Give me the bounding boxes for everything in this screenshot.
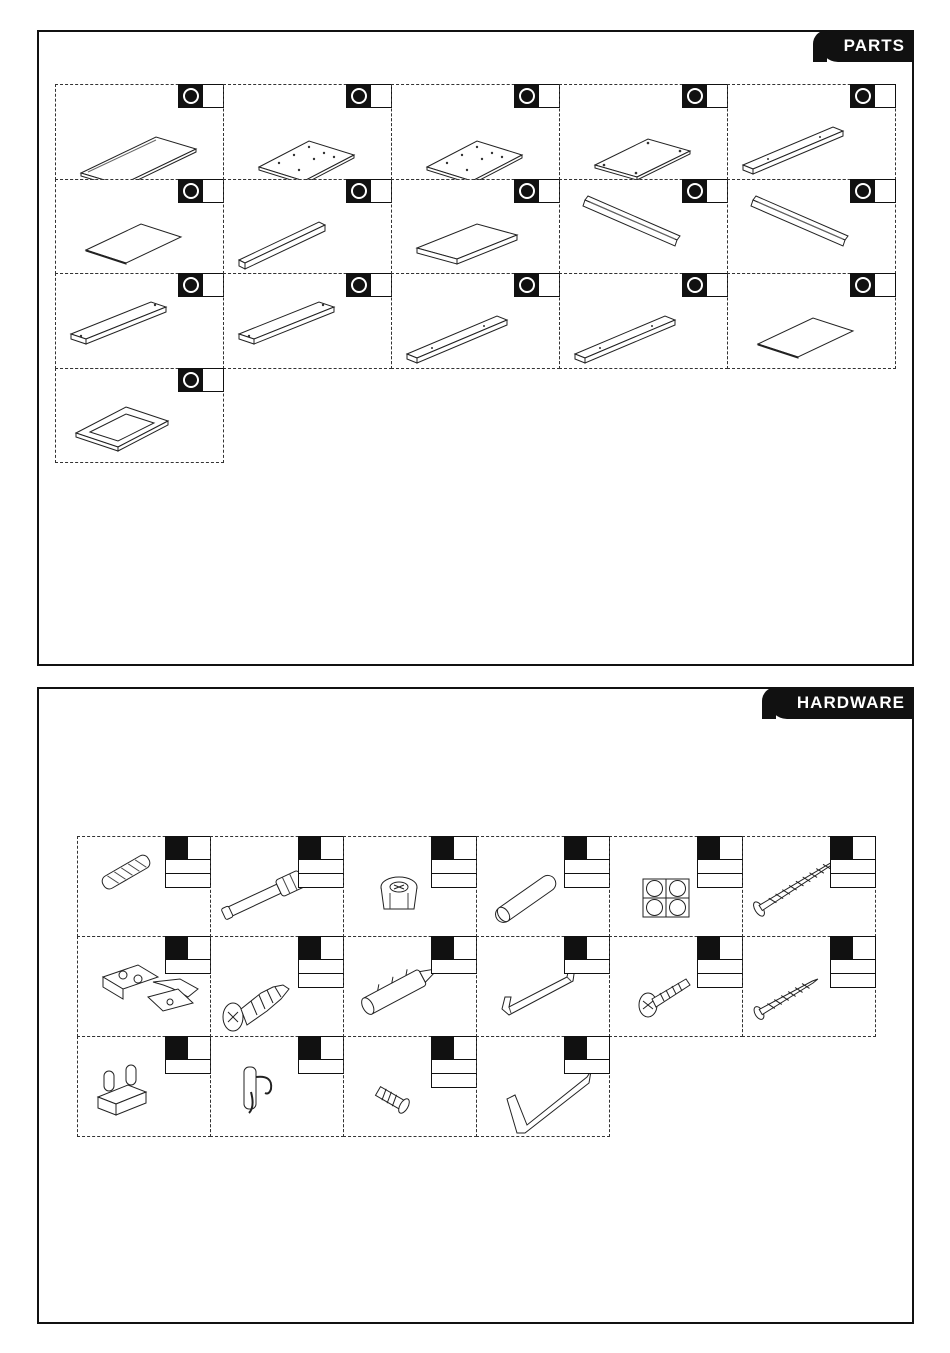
hardware-letter-marker — [432, 837, 454, 859]
part-number-marker — [851, 274, 875, 296]
hardware-quantity-box — [565, 859, 609, 873]
hardware-id-badge — [830, 936, 876, 988]
part-quantity-box — [707, 274, 727, 296]
part-cell — [391, 84, 560, 180]
hardware-id-badge — [431, 836, 477, 888]
part-cell — [559, 273, 728, 369]
hardware-size-box — [299, 873, 343, 887]
part-quantity-box — [371, 180, 391, 202]
part-number-marker — [347, 85, 371, 107]
hardware-cell — [343, 1036, 477, 1137]
hardware-size-box — [166, 873, 210, 887]
hardware-cell — [476, 836, 610, 937]
part-number-marker — [179, 85, 203, 107]
part-quantity-box — [203, 274, 223, 296]
part-cell — [391, 273, 560, 369]
hardware-size-box — [432, 873, 476, 887]
part-number-marker — [179, 369, 203, 391]
part-cell — [55, 273, 224, 369]
hardware-id-badge — [830, 836, 876, 888]
part-number-marker — [515, 85, 539, 107]
part-cell — [559, 179, 728, 275]
parts-title: PARTS — [843, 36, 905, 55]
hardware-quantity-box — [831, 859, 875, 873]
hardware-letter-marker — [432, 937, 454, 959]
hardware-quantity-box — [698, 959, 742, 973]
hardware-quantity-box — [166, 859, 210, 873]
part-id-badge — [346, 179, 392, 203]
part-quantity-box — [707, 180, 727, 202]
part-cell — [55, 179, 224, 275]
part-cell — [727, 273, 896, 369]
part-id-badge — [346, 273, 392, 297]
part-id-badge — [178, 84, 224, 108]
hardware-cell — [77, 836, 211, 937]
hardware-cell — [609, 836, 743, 937]
part-id-badge — [178, 368, 224, 392]
parts-title-tab — [820, 30, 914, 62]
part-cell — [223, 179, 392, 275]
part-quantity-box — [371, 85, 391, 107]
part-number-marker — [515, 180, 539, 202]
hardware-letter-marker — [166, 1037, 188, 1059]
hardware-letter-marker — [299, 937, 321, 959]
part-id-badge — [682, 179, 728, 203]
hardware-cell — [210, 836, 344, 937]
part-id-badge — [682, 84, 728, 108]
hardware-letter-marker — [831, 837, 853, 859]
hardware-cell — [742, 936, 876, 1037]
hardware-id-badge — [564, 836, 610, 888]
hardware-quantity-box — [432, 959, 476, 973]
hardware-cell — [210, 1036, 344, 1137]
part-number-marker — [851, 180, 875, 202]
hardware-letter-marker — [299, 1037, 321, 1059]
hardware-size-box — [698, 973, 742, 987]
hardware-cell — [742, 836, 876, 937]
part-number-marker — [515, 274, 539, 296]
hardware-quantity-box — [432, 859, 476, 873]
part-number-marker — [683, 274, 707, 296]
parts-section — [37, 30, 914, 666]
hardware-cell — [609, 936, 743, 1037]
part-quantity-box — [875, 274, 895, 296]
hardware-letter-marker — [698, 837, 720, 859]
part-number-marker — [179, 274, 203, 296]
hardware-letter-marker — [831, 937, 853, 959]
part-quantity-box — [203, 369, 223, 391]
hardware-cell — [77, 936, 211, 1037]
hardware-id-badge — [564, 1036, 610, 1074]
hardware-size-box — [432, 1073, 476, 1087]
part-cell — [55, 368, 224, 464]
part-cell — [55, 84, 224, 180]
hardware-title: HARDWARE — [796, 693, 905, 712]
part-cell — [223, 273, 392, 369]
hardware-letter-marker — [299, 837, 321, 859]
hardware-size-box — [299, 973, 343, 987]
part-quantity-box — [203, 180, 223, 202]
part-cell — [727, 179, 896, 275]
hardware-letter-marker — [698, 937, 720, 959]
part-cell — [559, 84, 728, 180]
hardware-quantity-box — [299, 859, 343, 873]
hardware-id-badge — [298, 836, 344, 888]
part-id-badge — [178, 273, 224, 297]
part-quantity-box — [707, 85, 727, 107]
part-number-marker — [347, 180, 371, 202]
hardware-letter-marker — [565, 937, 587, 959]
hardware-id-badge — [165, 836, 211, 888]
hardware-quantity-box — [299, 959, 343, 973]
hardware-quantity-box — [432, 1059, 476, 1073]
hardware-size-box — [831, 973, 875, 987]
part-number-marker — [347, 274, 371, 296]
hardware-letter-marker — [166, 937, 188, 959]
part-cell — [223, 84, 392, 180]
hardware-id-badge — [165, 1036, 211, 1074]
part-id-badge — [514, 84, 560, 108]
hardware-quantity-box — [565, 1059, 609, 1073]
hardware-letter-marker — [565, 1037, 587, 1059]
part-id-badge — [514, 273, 560, 297]
part-id-badge — [346, 84, 392, 108]
hardware-quantity-box — [831, 959, 875, 973]
part-number-marker — [851, 85, 875, 107]
hardware-cell — [77, 1036, 211, 1137]
hardware-section — [37, 687, 914, 1324]
hardware-letter-marker — [166, 837, 188, 859]
hardware-id-badge — [564, 936, 610, 974]
part-quantity-box — [371, 274, 391, 296]
hardware-cell — [476, 936, 610, 1037]
hardware-size-box — [698, 873, 742, 887]
hardware-quantity-box — [299, 1059, 343, 1073]
hardware-id-badge — [431, 936, 477, 974]
part-quantity-box — [875, 85, 895, 107]
hardware-size-box — [831, 873, 875, 887]
hardware-cell — [343, 836, 477, 937]
part-id-badge — [850, 84, 896, 108]
part-cell — [727, 84, 896, 180]
hardware-letter-marker — [565, 837, 587, 859]
part-id-badge — [514, 179, 560, 203]
hardware-id-badge — [697, 936, 743, 988]
part-quantity-box — [539, 85, 559, 107]
part-number-marker — [179, 180, 203, 202]
part-id-badge — [850, 179, 896, 203]
hardware-quantity-box — [166, 1059, 210, 1073]
hardware-id-badge — [298, 1036, 344, 1074]
part-id-badge — [682, 273, 728, 297]
part-quantity-box — [203, 85, 223, 107]
hardware-id-badge — [697, 836, 743, 888]
hardware-letter-marker — [432, 1037, 454, 1059]
hardware-quantity-box — [698, 859, 742, 873]
part-id-badge — [178, 179, 224, 203]
part-number-marker — [683, 180, 707, 202]
hardware-id-badge — [165, 936, 211, 974]
hardware-id-badge — [431, 1036, 477, 1088]
part-cell — [391, 179, 560, 275]
part-quantity-box — [875, 180, 895, 202]
part-quantity-box — [539, 180, 559, 202]
hardware-id-badge — [298, 936, 344, 988]
part-quantity-box — [539, 274, 559, 296]
hardware-quantity-box — [565, 959, 609, 973]
hardware-cell — [210, 936, 344, 1037]
part-id-badge — [850, 273, 896, 297]
hardware-title-tab — [769, 687, 914, 719]
hardware-cell — [476, 1036, 610, 1137]
hardware-quantity-box — [166, 959, 210, 973]
hardware-cell — [343, 936, 477, 1037]
hardware-size-box — [565, 873, 609, 887]
part-number-marker — [683, 85, 707, 107]
